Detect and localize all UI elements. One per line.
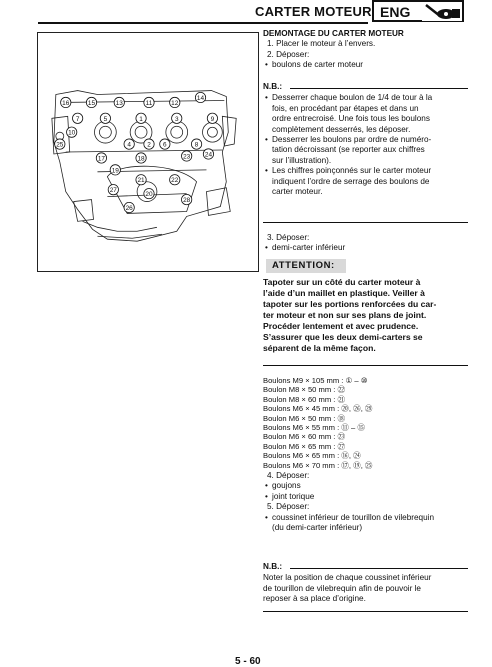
bolt-callout-label: 8 [194,141,199,149]
note-line: de tourillon de vilebrequin afin de pouvoir le [263,583,421,593]
attention-label: ATTENTION: [266,259,346,273]
bolt-callout-label: 14 [196,94,205,102]
step-4-item: • joint torique [263,492,468,502]
bolt-callout-label: 11 [145,99,153,107]
bolt-spec: Boulon M8 × 50 mm : ㉒ [263,385,346,395]
bolt-callout-label: 19 [111,167,119,175]
bolt-callout-label: 21 [137,177,145,185]
note2-rule-bottom [263,611,468,612]
bolt-callout-label: 25 [56,141,64,149]
bolt-callout-label: 17 [97,155,106,163]
language-label: ENG [380,4,411,20]
bolt-callout-label: 1 [139,115,143,123]
header-rule [38,22,368,24]
bolt-spec: Boulons M6 × 70 mm : ⑰, ⑲, ㉕ [263,460,373,470]
bolt-callout-label: 6 [163,141,167,149]
step-5: 5. Déposer: [267,502,310,512]
bolt-callout-label: 2 [147,141,151,149]
crankcase-drawing [38,33,258,271]
note-bullet-3: • Les chiffres poinçonnés sur le carter moteur indiquent l’ordre de serrage des boulons de carter moteur. [263,166,468,197]
note-bullet-1: • Desserrer chaque boulon de 1/4 de tour à la fois, en procédant par étapes et dans un ordre entrecroisé. Une fois tous les boulons complètement desserrés, les déposer. [263,93,468,135]
attention-text: Tapoter sur un côté du carter moteur à l’aide d’un maillet en plastique. Veiller à tapoter sur les portions renforcées du car- ter moteur et non sur ses plans de joint. Procéder lentement et avec prudence. S’assurer que les deux demi-carters se séparent de la même façon. [263,277,437,353]
note-block-1 [263,82,468,197]
bolt-callout-label: 4 [127,141,131,149]
bolt-spec: Boulons M6 × 45 mm : ⑳, ㉖, ㉘ [263,404,373,414]
step-2-item: • boulons de carter moteur [263,60,468,70]
bolt-callout-label: 12 [171,99,179,107]
bolt-callout-label: 26 [125,204,133,212]
step-4: 4. Déposer: [267,471,310,480]
bolt-callout-label: 9 [210,115,215,123]
note-line: reposer à sa place d’origine. [263,594,366,604]
note-bullet-2: • Desserrer les boulons par ordre de numéro- tation décroissant (se reporter aux chiffres sur l’illustration). [263,135,468,166]
step-4-item: • goujons [263,481,468,491]
attention-rule [263,365,468,366]
disassembly-section [263,29,468,71]
section-title: CARTER MOTEUR [255,4,372,19]
step-3-block [263,233,468,254]
page-number: 5 - 60 [235,656,261,667]
step-5-item: • coussinet inférieur de tourillon de vilebrequin [263,513,468,523]
bolt-spec: Boulon M6 × 65 mm : ㉗ [263,441,346,451]
bolt-callout-label: 7 [75,115,80,123]
bolt-callout-label: 24 [204,151,213,159]
bolt-callout-label: 5 [103,115,108,123]
step-2: 2. Déposer: [267,49,310,59]
note2-rule-top [290,568,468,569]
crankcase-figure [37,32,259,272]
bolt-list [263,376,468,470]
step-3-item: • demi-carter inférieur [263,243,468,253]
bolt-callout-label: 10 [68,129,76,137]
bolt-spec: Boulon M8 × 60 mm : ㉑ [263,394,346,404]
bolt-callout-label: 27 [109,187,117,195]
bolt-spec: Boulons M9 × 105 mm : ① – ⑩ [263,376,368,385]
bolt-callout-label: 15 [87,99,96,107]
bolt-callout-label: 23 [183,153,191,161]
bolt-callout-label: 16 [62,99,70,107]
engine-tool-icon [422,3,462,21]
bolt-callout-label: 22 [171,177,179,185]
note-rule-top [290,88,468,89]
step-4-5-block [263,471,468,533]
step-3: 3. Déposer: [267,233,310,242]
language-tab [372,0,464,22]
bolt-spec: Boulon M6 × 60 mm : ㉓ [263,432,346,442]
note-title: N.B.: [263,82,283,91]
step-5-item-cont: (du demi-carter inférieur) [272,523,363,533]
bolt-spec: Boulons M6 × 65 mm : ⑯, ㉔ [263,451,361,461]
bolt-callout-label: 13 [115,99,123,107]
bolt-callout-label: 20 [145,191,153,199]
bolt-spec: Boulon M6 × 50 mm : ⑱ [263,413,346,423]
bolt-callout-label: 18 [137,155,145,163]
bolt-spec: Boulons M6 × 55 mm : ⑪ – ⑮ [263,423,365,433]
bolt-callout-label: 3 [174,115,179,123]
note-rule-bottom [263,222,468,223]
note-line: Noter la position de chaque coussinet inférieur [263,573,432,583]
note-title: N.B.: [263,562,283,571]
section-heading: DEMONTAGE DU CARTER MOTEUR [263,29,404,38]
step-1: 1. Placer le moteur à l’envers. [267,39,376,49]
bolt-callout-label: 28 [183,197,191,205]
